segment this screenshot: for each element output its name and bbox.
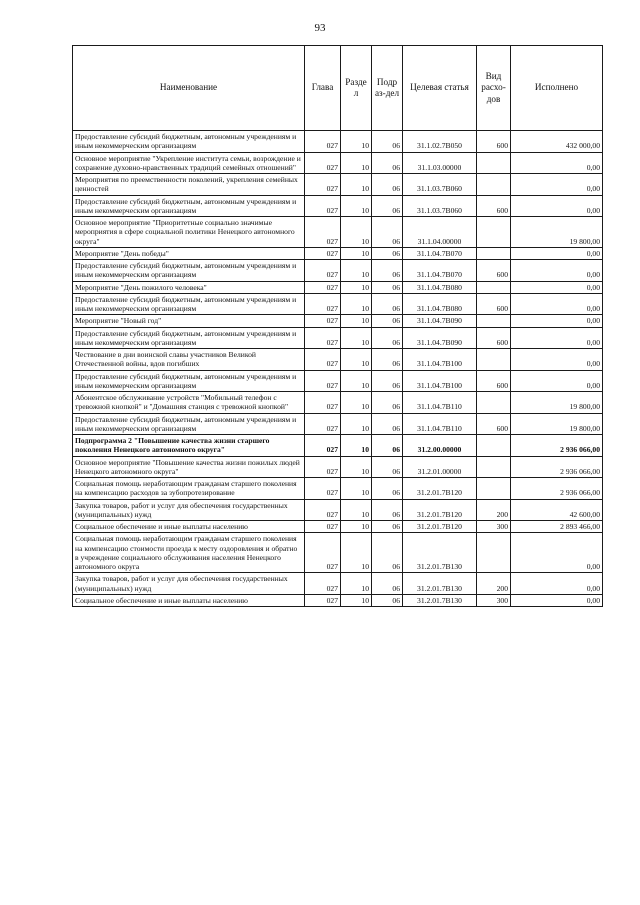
row-target: 31.1.04.7В090 [403, 315, 477, 327]
row-target: 31.2.01.00000 [403, 456, 477, 478]
row-expense-type: 300 [477, 594, 511, 606]
row-target: 31.2.01.7В130 [403, 573, 477, 595]
row-chapter: 027 [305, 594, 341, 606]
row-expense-type [477, 478, 511, 500]
row-name: Социальное обеспечение и иные выплаты населению [73, 521, 305, 533]
row-chapter: 027 [305, 456, 341, 478]
row-chapter: 027 [305, 370, 341, 392]
row-executed: 19 800,00 [511, 392, 603, 414]
row-target: 31.2.00.00000 [403, 435, 477, 457]
row-section: 10 [341, 247, 372, 259]
table-header [73, 46, 603, 131]
row-executed: 2 936 066,00 [511, 456, 603, 478]
table-row [73, 533, 603, 573]
row-expense-type [477, 174, 511, 196]
row-section: 10 [341, 293, 372, 315]
header-expense-type: Вид расхо- дов [477, 46, 511, 131]
row-target: 31.2.01.7В120 [403, 478, 477, 500]
row-executed: 2 936 066,00 [511, 435, 603, 457]
row-subsection: 06 [372, 499, 403, 521]
row-target: 31.1.04.7В080 [403, 281, 477, 293]
row-subsection: 06 [372, 478, 403, 500]
row-executed: 0,00 [511, 594, 603, 606]
table-row [73, 521, 603, 533]
row-target: 31.2.01.7В130 [403, 594, 477, 606]
row-expense-type [477, 152, 511, 174]
row-section: 10 [341, 327, 372, 349]
row-executed: 0,00 [511, 260, 603, 282]
row-executed: 0,00 [511, 349, 603, 371]
row-expense-type [477, 392, 511, 414]
row-subsection: 06 [372, 131, 403, 153]
header-section: Разде л [341, 46, 372, 131]
row-target: 31.1.04.7В080 [403, 293, 477, 315]
row-expense-type [477, 247, 511, 259]
table-row [73, 456, 603, 478]
row-section: 10 [341, 260, 372, 282]
row-section: 10 [341, 594, 372, 606]
row-subsection: 06 [372, 293, 403, 315]
table-row [73, 281, 603, 293]
row-section: 10 [341, 435, 372, 457]
row-executed: 432 000,00 [511, 131, 603, 153]
row-executed: 0,00 [511, 533, 603, 573]
row-executed: 2 936 066,00 [511, 478, 603, 500]
row-subsection: 06 [372, 392, 403, 414]
row-executed: 0,00 [511, 174, 603, 196]
row-target: 31.1.04.7В070 [403, 247, 477, 259]
row-expense-type: 600 [477, 131, 511, 153]
row-chapter: 027 [305, 293, 341, 315]
row-name: Закупка товаров, работ и услуг для обеспечения государственных (муниципальных) нужд [73, 573, 305, 595]
row-executed: 0,00 [511, 293, 603, 315]
row-subsection: 06 [372, 349, 403, 371]
row-section: 10 [341, 349, 372, 371]
row-name: Мероприятие "Новый год" [73, 315, 305, 327]
row-subsection: 06 [372, 327, 403, 349]
row-name: Основное мероприятие "Укрепление института семьи, возрождение и сохранение духовно-нравственных традиций семейных отношений" [73, 152, 305, 174]
row-expense-type: 300 [477, 521, 511, 533]
row-chapter: 027 [305, 260, 341, 282]
table-row [73, 594, 603, 606]
row-subsection: 06 [372, 260, 403, 282]
row-name: Абонентское обслуживание устройств "Мобильный телефон с тревожной кнопкой" и "Домашняя станция с тревожной кнопкой" [73, 392, 305, 414]
row-subsection: 06 [372, 195, 403, 217]
row-expense-type: 200 [477, 499, 511, 521]
row-name: Предоставление субсидий бюджетным, автономным учреждениям и иным некоммерческим организациям [73, 260, 305, 282]
row-name: Предоставление субсидий бюджетным, автономным учреждениям и иным некоммерческим организациям [73, 413, 305, 435]
row-name: Предоставление субсидий бюджетным, автономным учреждениям и иным некоммерческим организациям [73, 293, 305, 315]
row-chapter: 027 [305, 131, 341, 153]
row-expense-type: 600 [477, 327, 511, 349]
row-name: Предоставление субсидий бюджетным, автономным учреждениям и иным некоммерческим организациям [73, 131, 305, 153]
row-executed: 19 800,00 [511, 217, 603, 248]
row-chapter: 027 [305, 478, 341, 500]
row-chapter: 027 [305, 349, 341, 371]
row-subsection: 06 [372, 533, 403, 573]
row-section: 10 [341, 573, 372, 595]
row-name: Предоставление субсидий бюджетным, автономным учреждениям и иным некоммерческим организациям [73, 327, 305, 349]
table-row [73, 131, 603, 153]
table-row [73, 499, 603, 521]
page-number: 93 [314, 22, 326, 34]
table-row [73, 413, 603, 435]
row-executed: 0,00 [511, 370, 603, 392]
row-executed: 0,00 [511, 315, 603, 327]
row-name: Основное мероприятие "Повышение качества жизни пожилых людей Ненецкого автономного округа" [73, 456, 305, 478]
row-subsection: 06 [372, 315, 403, 327]
row-name: Мероприятие "День победы" [73, 247, 305, 259]
row-section: 10 [341, 131, 372, 153]
row-executed: 19 800,00 [511, 413, 603, 435]
row-name: Мероприятия по преемственности поколений, укрепления семейных ценностей [73, 174, 305, 196]
row-chapter: 027 [305, 247, 341, 259]
row-executed: 42 600,00 [511, 499, 603, 521]
row-chapter: 027 [305, 573, 341, 595]
table-row [73, 174, 603, 196]
row-chapter: 027 [305, 327, 341, 349]
table-row [73, 370, 603, 392]
row-subsection: 06 [372, 152, 403, 174]
row-expense-type [477, 281, 511, 293]
row-chapter: 027 [305, 217, 341, 248]
row-subsection: 06 [372, 456, 403, 478]
row-subsection: 06 [372, 594, 403, 606]
row-name: Социальная помощь неработающим гражданам старшего поколения на компенсацию расходов за зубопротезирование [73, 478, 305, 500]
row-subsection: 06 [372, 174, 403, 196]
row-chapter: 027 [305, 533, 341, 573]
table-row [73, 315, 603, 327]
row-name: Предоставление субсидий бюджетным, автономным учреждениям и иным некоммерческим организациям [73, 195, 305, 217]
row-section: 10 [341, 195, 372, 217]
row-name: Предоставление субсидий бюджетным, автономным учреждениям и иным некоммерческим организациям [73, 370, 305, 392]
table-row [73, 152, 603, 174]
row-chapter: 027 [305, 174, 341, 196]
row-section: 10 [341, 478, 372, 500]
row-subsection: 06 [372, 217, 403, 248]
row-target: 31.2.01.7В130 [403, 533, 477, 573]
row-name: Мероприятие "День пожилого человека" [73, 281, 305, 293]
row-chapter: 027 [305, 392, 341, 414]
row-target: 31.1.04.7В070 [403, 260, 477, 282]
row-section: 10 [341, 413, 372, 435]
header-target: Целевая статья [403, 46, 477, 131]
row-subsection: 06 [372, 247, 403, 259]
row-section: 10 [341, 315, 372, 327]
table-row [73, 435, 603, 457]
row-section: 10 [341, 499, 372, 521]
row-chapter: 027 [305, 195, 341, 217]
row-name: Закупка товаров, работ и услуг для обеспечения государственных (муниципальных) нужд [73, 499, 305, 521]
row-section: 10 [341, 392, 372, 414]
table-row [73, 195, 603, 217]
row-target: 31.1.04.7В110 [403, 392, 477, 414]
row-expense-type: 600 [477, 413, 511, 435]
row-section: 10 [341, 521, 372, 533]
table-row [73, 293, 603, 315]
row-name: Подпрограмма 2 "Повышение качества жизни старшего поколения Ненецкого автономного округа" [73, 435, 305, 457]
row-subsection: 06 [372, 413, 403, 435]
row-executed: 0,00 [511, 281, 603, 293]
row-executed: 0,00 [511, 327, 603, 349]
row-target: 31.1.04.7В110 [403, 413, 477, 435]
row-target: 31.1.04.7В100 [403, 349, 477, 371]
table-row [73, 478, 603, 500]
row-target: 31.1.03.7В060 [403, 174, 477, 196]
table-row [73, 392, 603, 414]
row-name: Социальное обеспечение и иные выплаты населению [73, 594, 305, 606]
row-target: 31.1.03.00000 [403, 152, 477, 174]
row-section: 10 [341, 152, 372, 174]
row-chapter: 027 [305, 499, 341, 521]
row-expense-type [477, 315, 511, 327]
row-expense-type [477, 349, 511, 371]
budget-table [72, 45, 603, 607]
header-name: Наименование [73, 46, 305, 131]
header-executed: Исполнено [511, 46, 603, 131]
row-expense-type: 600 [477, 293, 511, 315]
row-section: 10 [341, 456, 372, 478]
row-expense-type: 200 [477, 573, 511, 595]
row-executed: 0,00 [511, 195, 603, 217]
row-target: 31.1.03.7В060 [403, 195, 477, 217]
row-subsection: 06 [372, 573, 403, 595]
row-name: Социальная помощь неработающим гражданам старшего поколения на компенсацию стоимости проезда к месту оздоровления и обратно в учреждение социального обслуживания населения Ненецкого автономного округа [73, 533, 305, 573]
row-expense-type [477, 533, 511, 573]
table-row [73, 349, 603, 371]
table-row [73, 260, 603, 282]
row-expense-type: 600 [477, 260, 511, 282]
table-row [73, 217, 603, 248]
row-executed: 0,00 [511, 152, 603, 174]
row-target: 31.1.02.7В050 [403, 131, 477, 153]
row-target: 31.1.04.00000 [403, 217, 477, 248]
row-chapter: 027 [305, 315, 341, 327]
row-section: 10 [341, 370, 372, 392]
row-chapter: 027 [305, 152, 341, 174]
header-subsection: Подр аз-дел [372, 46, 403, 131]
row-section: 10 [341, 533, 372, 573]
row-chapter: 027 [305, 413, 341, 435]
row-executed: 0,00 [511, 247, 603, 259]
row-subsection: 06 [372, 521, 403, 533]
row-section: 10 [341, 217, 372, 248]
row-expense-type [477, 456, 511, 478]
row-expense-type [477, 435, 511, 457]
table-row [73, 247, 603, 259]
row-target: 31.2.01.7В120 [403, 521, 477, 533]
row-target: 31.1.04.7В100 [403, 370, 477, 392]
table-row [73, 327, 603, 349]
row-name: Основное мероприятие "Приоритетные социально значимые мероприятия в сфере социальной политики Ненецкого автономного округа" [73, 217, 305, 248]
row-target: 31.1.04.7В090 [403, 327, 477, 349]
table-body [73, 131, 603, 607]
row-expense-type: 600 [477, 195, 511, 217]
row-expense-type [477, 217, 511, 248]
row-subsection: 06 [372, 281, 403, 293]
table-row [73, 573, 603, 595]
row-chapter: 027 [305, 435, 341, 457]
row-section: 10 [341, 174, 372, 196]
row-executed: 0,00 [511, 573, 603, 595]
row-subsection: 06 [372, 435, 403, 457]
row-target: 31.2.01.7В120 [403, 499, 477, 521]
header-chapter: Глава [305, 46, 341, 131]
row-subsection: 06 [372, 370, 403, 392]
row-executed: 2 893 466,00 [511, 521, 603, 533]
row-name: Чествование в дни воинской славы участников Великой Отечественной войны, вдов погибших [73, 349, 305, 371]
row-expense-type: 600 [477, 370, 511, 392]
row-chapter: 027 [305, 521, 341, 533]
row-section: 10 [341, 281, 372, 293]
row-chapter: 027 [305, 281, 341, 293]
